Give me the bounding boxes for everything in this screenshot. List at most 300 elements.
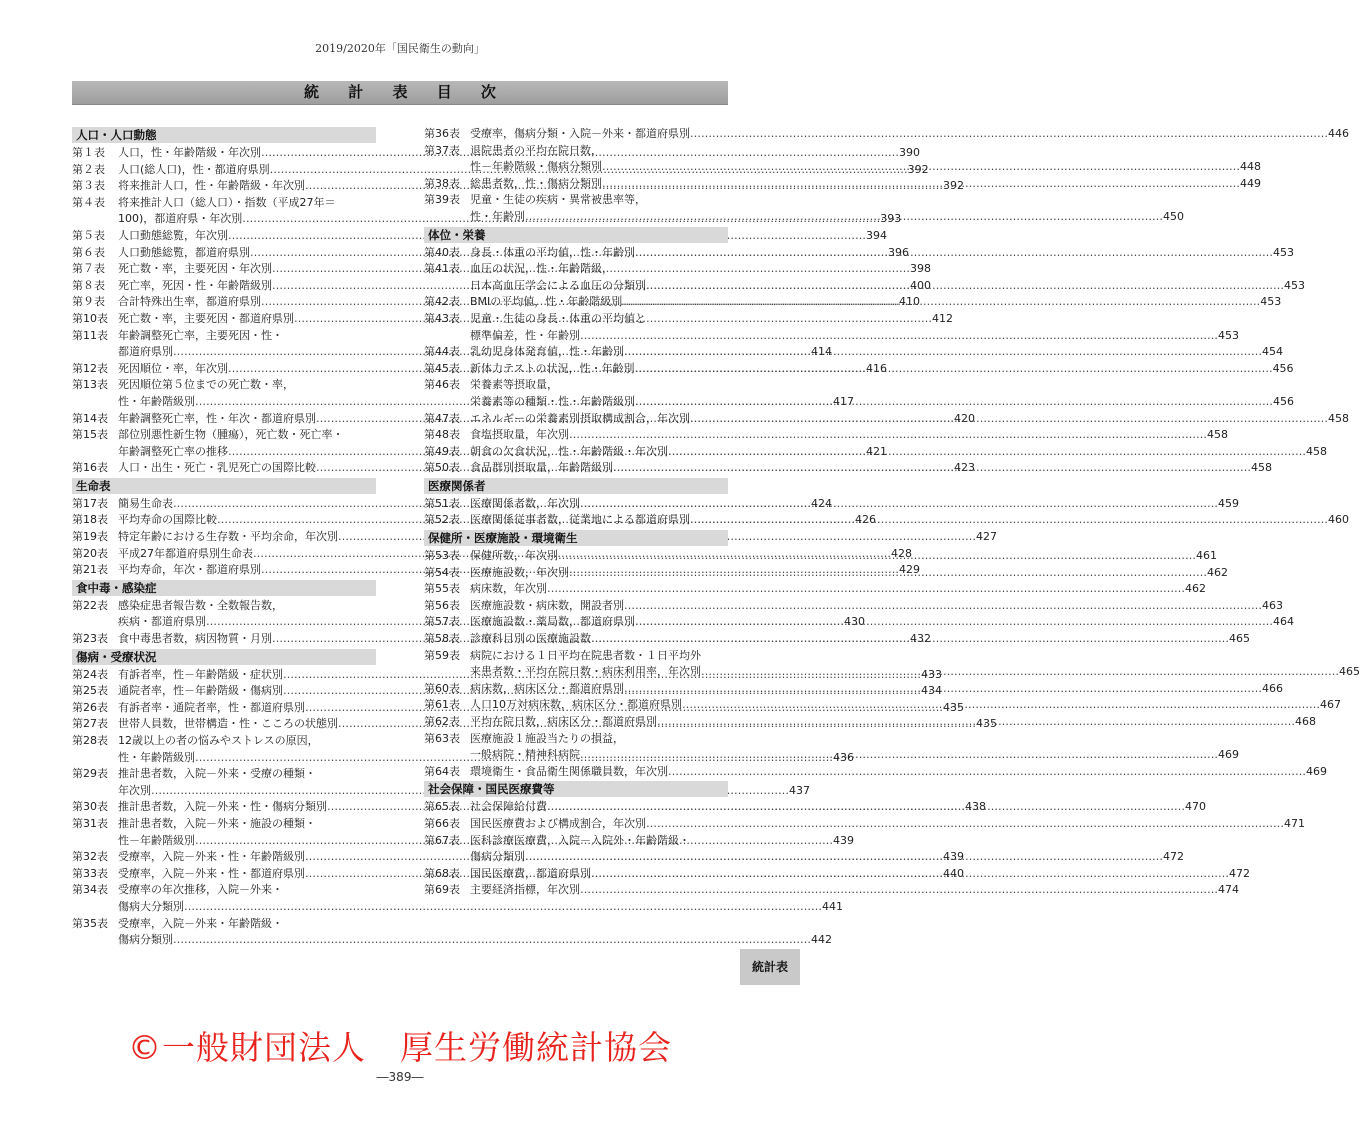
entry-title-text: 標準偏差，性・年齢別 (470, 328, 580, 342)
page-ref[interactable]: 465 (1229, 632, 1250, 646)
dot-leader (525, 210, 1163, 226)
page-ref[interactable]: 462 (1185, 582, 1206, 596)
page-ref[interactable]: 472 (1163, 850, 1184, 864)
entry-title-line: 児童・生徒の身長・体重の平均値と (470, 311, 646, 325)
entry-title-text: 合計特殊出生率，都道府県別 (118, 295, 261, 309)
section-heading: 保健所・医療施設・環境衛生 (424, 530, 728, 546)
page-ref[interactable]: 471 (1284, 816, 1305, 830)
entry-title-line: 受療率の年次推移，入院－外来・ (118, 883, 283, 897)
table-number: 第66表 (424, 816, 460, 830)
page-ref[interactable]: 456 (1272, 361, 1294, 375)
entry-body (470, 598, 1283, 615)
entry-title-text: 人口・出生・死亡・乳児死亡の国際比較 (118, 461, 316, 475)
running-header: 2019/2020年「国民衛生の動向」 (315, 42, 485, 55)
table-number: 第51表 (424, 496, 460, 510)
entry-title-line: 医科診療医療費，入院－入院外・年齢階級・ (470, 833, 690, 847)
page-ref[interactable]: 469 (1306, 764, 1327, 778)
entry-title-text: 死因順位・率，年次別 (118, 361, 228, 375)
table-number: 第41表 (424, 262, 460, 276)
page-ref[interactable]: 464 (1273, 615, 1294, 629)
page-ref[interactable]: 438 (965, 800, 986, 814)
toc-entry[interactable] (424, 816, 1305, 833)
entry-title-text: 医療施設数・病床数，開設者別 (470, 598, 624, 612)
page-ref[interactable]: 454 (1262, 345, 1283, 359)
entry-title-text: 主要経済指標，年次別 (470, 883, 580, 897)
dot-leader (602, 177, 1240, 193)
entry-title-line: 年齢調整死亡率，主要死因・性・ (118, 328, 283, 342)
entry-title-line: 栄養素等摂取量， (470, 378, 558, 392)
entry-body (470, 427, 1228, 444)
entry-body (470, 126, 1349, 143)
entry-title-text: 性－年齢階級・傷病分類別 (470, 160, 602, 174)
toc-entry[interactable] (424, 598, 1283, 615)
entry-title-line: 推計患者数，入院－外来・受療の種類・ (118, 767, 316, 781)
toc-entry[interactable] (424, 427, 1228, 444)
page-ref[interactable]: 463 (1262, 598, 1283, 612)
entry-title-text: 食塩摂取量，年次別 (470, 428, 569, 442)
dot-leader (580, 497, 1218, 510)
table-number: 第53表 (424, 549, 460, 563)
dot-leader (646, 279, 1284, 292)
dot-leader (558, 546, 1196, 562)
entry-title-text: 年齢調整死亡率，性・年次・都道府県別 (118, 411, 316, 425)
table-number: 第26表 (72, 700, 108, 714)
table-number: 第５表 (72, 228, 105, 242)
entry-title-text: 食品群別摂取量，年齢階級別 (470, 461, 613, 475)
page-ref[interactable]: 474 (1218, 883, 1239, 897)
side-index-tab[interactable]: 統計表 (740, 949, 800, 985)
table-number: 第43表 (424, 311, 460, 325)
section-heading: 食中毒・感染症 (72, 580, 376, 596)
entry-title-text: 医療関係者数，年次別 (470, 496, 580, 510)
entry-body (470, 816, 1305, 833)
entry-title-text: 社会保障給付費 (470, 800, 547, 814)
entry-title-line (470, 882, 1239, 899)
entry-title-line: 退院患者の平均在院日数， (470, 143, 602, 157)
table-number: 第67表 (424, 833, 460, 847)
page-ref[interactable]: 456 (1273, 394, 1294, 408)
dot-leader (624, 345, 1262, 358)
table-number: 第16表 (72, 461, 108, 475)
section-heading: 生命表 (72, 478, 376, 494)
table-number: 第50表 (424, 461, 460, 475)
dot-leader (646, 817, 1284, 830)
table-number: 第56表 (424, 598, 460, 612)
page-ref[interactable]: 392 (943, 179, 964, 193)
entry-title-text: 世帯人員数，世帯構造・性・こころの状態別 (118, 717, 338, 731)
entry-body (470, 882, 1239, 899)
section-heading: 医療関係者 (424, 478, 728, 494)
table-number: 第54表 (424, 565, 460, 579)
table-number: 第22表 (72, 598, 108, 612)
dot-leader (701, 665, 1339, 678)
entry-title-text: 国民医療費，都道府県別 (470, 866, 591, 880)
table-number: 第60表 (424, 681, 460, 695)
table-number: 第３表 (72, 179, 105, 193)
entry-title-text: 通院者率，性－年齢階級・傷病別 (118, 684, 283, 698)
page-ref[interactable]: 430 (844, 615, 865, 629)
page-ref[interactable]: 461 (1196, 549, 1217, 563)
page-ref[interactable]: 423 (954, 461, 975, 475)
entry-title-line: 医療施設１施設当たりの損益， (470, 731, 624, 745)
page-ref[interactable]: 435 (943, 700, 964, 714)
entry-title-text: 平均寿命の国際比較 (118, 513, 217, 527)
page-title: 統 計 表 目 次 (304, 83, 508, 101)
entry-title-text: 一般病院・精神科病院 (470, 748, 580, 762)
entry-title-text: 平均在院日数，病床区分・都道府県別 (470, 715, 657, 728)
dot-leader (635, 395, 1273, 408)
page-ref[interactable]: 428 (891, 546, 912, 560)
section-heading: 人口・人口動態 (72, 127, 376, 143)
page-ref[interactable]: 469 (1218, 748, 1239, 762)
entry-title-text: 性・年齢階級別 (118, 394, 195, 408)
page-ref[interactable]: 439 (943, 850, 964, 864)
entry-title-text: 受療率，傷病分類・入院－外来・都道府県別 (470, 127, 690, 140)
table-number: 第59表 (424, 648, 460, 662)
dot-leader (657, 715, 1295, 731)
entry-title-text: 日本高血圧学会による血圧の分類別 (470, 278, 646, 292)
copyright-watermark: ©一般財団法人 厚生労働統計協会 (128, 1028, 672, 1067)
entry-title-line (470, 764, 1327, 781)
page-ref[interactable]: 453 (1273, 245, 1294, 259)
page-ref[interactable]: 434 (921, 684, 942, 698)
dot-leader (580, 883, 1218, 896)
table-number: 第19表 (72, 530, 108, 544)
page-ref[interactable]: 470 (1185, 800, 1206, 814)
table-number: 第７表 (72, 262, 105, 276)
table-number: 第４表 (72, 195, 105, 209)
page-ref[interactable]: 446 (1328, 127, 1349, 140)
page-ref[interactable]: 435 (976, 717, 997, 731)
entry-title-text: 朝食の欠食状況，性・年齢階級・年次別 (470, 444, 668, 458)
entry-title-text: 平均寿命，年次・都道府県別 (118, 563, 261, 577)
dot-leader (613, 461, 1251, 474)
entry-title-line: 推計患者数，入院－外来・施設の種類・ (118, 816, 316, 830)
dot-leader (624, 599, 1262, 612)
page-ref[interactable]: 453 (1218, 328, 1239, 342)
page-ref[interactable]: 420 (954, 411, 975, 425)
page-ref[interactable]: 421 (866, 444, 887, 458)
page-ref[interactable]: 465 (1339, 665, 1360, 679)
entry-title-text: 有訴者率・通院者率，性・都道府県別 (118, 700, 305, 714)
entry-title-text: 死亡率，死因・性・年齢階級別 (118, 278, 272, 292)
table-number: 第36表 (424, 127, 460, 140)
entry-title-line: 児童・生徒の疾病・異常被患率等， (470, 193, 646, 207)
page-ref[interactable]: 429 (899, 563, 920, 577)
page-ref[interactable]: 393 (880, 212, 902, 226)
dot-leader (682, 698, 1320, 711)
page-ref[interactable]: 441 (822, 899, 843, 913)
entry-title-text: 死亡数・率，主要死因・都道府県別 (118, 311, 294, 325)
entry-title-text: 人口(総人口)，性・都道府県別 (118, 162, 270, 176)
table-number: 第13表 (72, 378, 108, 392)
dot-leader (622, 295, 1260, 308)
page-ref[interactable]: 458 (1306, 444, 1327, 458)
entry-title-line: 死因順位第５位までの死亡数・率， (118, 378, 294, 392)
page-ref[interactable]: 458 (1328, 411, 1349, 425)
dot-leader (668, 445, 1306, 458)
page-ref[interactable]: 458 (1207, 428, 1228, 442)
entry-title-text: 診療科目別の医療施設数 (470, 632, 591, 646)
entry-title-line (118, 932, 832, 949)
entry-title-line (118, 899, 843, 916)
entry-body (118, 916, 832, 949)
page-ref[interactable]: 453 (1284, 278, 1305, 292)
table-number: 第39表 (424, 193, 460, 207)
table-number: 第18表 (72, 513, 108, 527)
page-ref[interactable]: 432 (910, 632, 931, 646)
page-ref[interactable]: 440 (943, 866, 964, 880)
dot-leader (635, 246, 1273, 259)
entry-title-text: 特定年齢における生存数・平均余命，年次別 (118, 530, 338, 544)
table-number: 第40表 (424, 245, 460, 259)
dot-leader (690, 127, 1328, 140)
page-ref[interactable]: 449 (1240, 176, 1261, 190)
table-number: 第64表 (424, 764, 460, 778)
entry-title-text: 新体力テストの状況，性・年齢別 (470, 361, 635, 375)
entry-title-text: 人口動態総覧，年次別 (118, 228, 228, 242)
table-number: 第31表 (72, 816, 108, 830)
dot-leader (690, 513, 1328, 526)
entry-title-line (470, 328, 1239, 345)
table-number: 第12表 (72, 361, 108, 375)
dot-leader (690, 412, 1328, 425)
page-ref[interactable]: 468 (1295, 715, 1316, 728)
table-number: 第35表 (72, 916, 108, 930)
table-number: 第46表 (424, 378, 460, 392)
entry-title-text: 受療率，入院－外来・性・都道府県別 (118, 866, 305, 880)
table-number: 第62表 (424, 715, 460, 728)
page-ref[interactable]: 417 (833, 394, 854, 408)
table-number: 第68表 (424, 866, 460, 880)
entry-title-text: 簡易生命表 (118, 496, 173, 510)
section-heading: 傷病・受療状況 (72, 649, 376, 665)
dot-leader (547, 800, 1185, 813)
entry-title-text: 都道府県別 (118, 345, 173, 359)
table-number: 第23表 (72, 632, 108, 646)
table-number: 第17表 (72, 496, 108, 510)
page-number: ―389― (376, 1070, 424, 1084)
entry-title-text: 医療施設数・薬局数，都道府県別 (470, 615, 635, 629)
page-ref[interactable]: 466 (1262, 681, 1283, 695)
page-ref[interactable]: 392 (907, 162, 929, 176)
table-number: 第24表 (72, 667, 108, 681)
page-ref[interactable]: 433 (921, 667, 942, 681)
entry-title-text: BMIの平均値，性・年齢階級別 (470, 295, 623, 309)
dot-leader (547, 582, 1185, 595)
entry-title-text: 年齢調整死亡率の推移 (118, 444, 228, 458)
title-bar (72, 81, 728, 105)
table-number: 第15表 (72, 428, 108, 442)
entry-title-text: 推計患者数，入院－外来・性・傷病分類別 (118, 800, 327, 814)
dot-leader (635, 362, 1273, 375)
page-ref[interactable]: 437 (789, 783, 810, 797)
table-number: 第27表 (72, 717, 108, 731)
entry-title-text: 環境衛生・食品衛生関係職員数，年次別 (470, 764, 668, 778)
table-number: 第30表 (72, 800, 108, 814)
table-number: 第49表 (424, 444, 460, 458)
entry-title-text: 性・年齢階級別 (118, 750, 195, 764)
table-number: 第33表 (72, 866, 108, 880)
table-number: 第１表 (72, 146, 105, 159)
page-ref[interactable]: 410 (899, 295, 920, 309)
entry-title-text: 病床数，病床区分・都道府県別 (470, 681, 624, 695)
entry-body (470, 764, 1327, 781)
page-ref[interactable]: 412 (932, 311, 953, 325)
page-ref[interactable]: 427 (976, 530, 997, 544)
page-ref[interactable]: 450 (1163, 209, 1184, 223)
table-number: 第42表 (424, 295, 460, 309)
table-number: 第45表 (424, 361, 460, 375)
page-ref[interactable]: 390 (899, 146, 920, 159)
page-ref[interactable]: 400 (910, 278, 931, 292)
toc-entry[interactable] (424, 126, 1349, 143)
entry-title-text: 乳幼児身体発育値，性・年齢別 (470, 345, 624, 359)
dot-leader (591, 867, 1229, 880)
table-number: 第69表 (424, 883, 460, 897)
page-ref[interactable]: 459 (1218, 496, 1239, 510)
entry-title-text: 来患者数・平均在院日数・病床利用率，年次別 (470, 665, 701, 679)
entry-title-text: 受療率，入院－外来・性・年齢階級別 (118, 850, 305, 864)
entry-title-text: 疾病・都道府県別 (118, 615, 206, 629)
toc-entry[interactable] (424, 764, 1327, 781)
page-ref[interactable]: 442 (811, 933, 832, 947)
entry-title-line (470, 126, 1349, 143)
page-ref[interactable]: 472 (1229, 866, 1250, 880)
entry-title-line: 血圧の状況，性・年齢階級， (470, 262, 613, 276)
table-number: 第29表 (72, 767, 108, 781)
entry-title-text: 総患者数，性・傷病分類別 (470, 176, 602, 190)
entry-title-text: 平成27年都道府県別生命表 (118, 546, 253, 560)
table-number: 第58表 (424, 632, 460, 646)
table-number: 第21表 (72, 563, 108, 577)
entry-title-line: 部位別悪性新生物（腫瘍），死亡数・死亡率・ (118, 428, 344, 442)
table-number: 第37表 (424, 143, 460, 157)
entry-title-line (470, 581, 1206, 598)
toc-entry[interactable] (424, 882, 1239, 899)
toc-entry[interactable] (424, 581, 1206, 598)
page-ref[interactable]: 462 (1207, 565, 1228, 579)
page-ref[interactable]: 398 (910, 262, 931, 276)
page-ref[interactable]: 439 (833, 833, 854, 847)
page-ref[interactable]: 453 (1260, 295, 1282, 309)
entry-title-line: 将来推計人口（総人口）・指数（平成27年＝ (118, 195, 336, 209)
table-number: 第47表 (424, 411, 460, 425)
table-number: 第52表 (424, 513, 460, 527)
dot-leader (569, 428, 1207, 441)
page-ref[interactable]: 448 (1240, 160, 1261, 174)
page-ref[interactable]: 426 (855, 513, 876, 527)
page-ref[interactable]: 416 (866, 361, 887, 375)
entry-title-text: 性・年齢別 (470, 209, 525, 223)
entry-body (470, 581, 1206, 598)
table-number: 第28表 (72, 734, 108, 747)
entry-title-text: 人口，性・年齢階級・年次別 (118, 146, 261, 159)
table-number: 第61表 (424, 698, 460, 712)
table-number: 第８表 (72, 278, 105, 292)
entry-title-text: 傷病分類別 (118, 933, 173, 947)
dot-leader (635, 615, 1273, 628)
entry-title-text: 人口10万対病床数，病床区分・都道府県別 (470, 698, 682, 712)
page-ref[interactable]: 396 (888, 245, 909, 259)
dot-leader (580, 329, 1218, 342)
entry-title-text: 身長・体重の平均値，性・年齢別 (470, 245, 635, 259)
page-ref[interactable]: 394 (866, 228, 887, 242)
entry-title-text: 将来推計人口，性・年齢階級・年次別 (118, 179, 305, 193)
table-number: 第25表 (72, 684, 108, 698)
entry-title-text: 食中毒患者数，病因物質・月別 (118, 632, 272, 646)
entry-title-text: 性－年齢階級別 (118, 833, 195, 847)
page-ref[interactable]: 458 (1251, 461, 1272, 475)
section-heading: 体位・栄養 (424, 227, 728, 243)
entry-title-line: 感染症患者報告数・全数報告数， (118, 598, 283, 612)
table-number: 第９表 (72, 295, 105, 309)
entry-title-text: 人口動態総覧，都道府県別 (118, 245, 250, 259)
entry-title-text: 傷病分類別 (470, 850, 525, 864)
page-ref[interactable]: 436 (833, 750, 854, 764)
page-ref[interactable]: 414 (811, 345, 832, 359)
table-number: 第38表 (424, 176, 460, 190)
table-number: 第65表 (424, 800, 460, 814)
table-number: 第48表 (424, 428, 460, 442)
entry-title-line (470, 816, 1305, 833)
page-ref[interactable]: 460 (1328, 513, 1349, 527)
entry-title-text: 傷病大分類別 (118, 899, 184, 913)
table-number: 第32表 (72, 850, 108, 864)
page-ref[interactable]: 424 (811, 496, 832, 510)
dot-leader (184, 900, 822, 913)
entry-title-line: 受療率，入院－外来・年齢階級・ (118, 916, 283, 930)
entry-title-text: 死亡数・率，主要死因・年次別 (118, 262, 272, 276)
table-number: 第63表 (424, 731, 460, 745)
entry-title-text: 100)，都道府県・年次別 (118, 212, 243, 226)
dot-leader (525, 850, 1163, 863)
dot-leader (668, 765, 1306, 778)
entry-title-text: 保健所数，年次別 (470, 549, 558, 563)
entry-title-text: 栄養素等の種類・性・年齢階級別 (470, 394, 635, 408)
section-heading: 社会保障・国民医療費等 (424, 781, 728, 797)
entry-title-line (470, 598, 1283, 615)
table-number: 第34表 (72, 883, 108, 897)
dot-leader (580, 748, 1218, 761)
entry-title-line: 12歳以上の者の悩みやストレスの原因， (118, 734, 319, 747)
table-number: 第11表 (72, 328, 108, 342)
entry-title-text: エネルギーの栄養素別摂取構成割合，年次別 (470, 411, 690, 425)
table-number: 第44表 (424, 345, 460, 359)
table-number: 第20表 (72, 546, 108, 560)
entry-title-line (470, 427, 1228, 444)
dot-leader (173, 933, 811, 946)
table-number: 第10表 (72, 311, 108, 325)
toc-entry[interactable] (72, 916, 832, 949)
table-number: 第57表 (424, 615, 460, 629)
page-ref[interactable]: 467 (1320, 698, 1341, 712)
table-number: 第55表 (424, 582, 460, 596)
entry-title-text: 有訴者率，性－年齢階級・症状別 (118, 667, 283, 681)
table-number: 第２表 (72, 162, 105, 176)
table-number: 第14表 (72, 411, 108, 425)
entry-title-text: 医療施設数，年次別 (470, 565, 569, 579)
dot-leader (624, 682, 1262, 698)
entry-title-text: 国民医療費および構成割合，年次別 (470, 816, 646, 830)
entry-title-text: 医療関係従事者数，従業地による都道府県別 (470, 513, 690, 527)
entry-title-text: 病床数，年次別 (470, 582, 547, 596)
table-number: 第６表 (72, 245, 105, 259)
entry-title-line: 病院における１日平均在院患者数・１日平均外 (470, 648, 701, 662)
dot-leader (569, 566, 1207, 579)
dot-leader (602, 160, 1240, 173)
dot-leader (591, 632, 1229, 645)
